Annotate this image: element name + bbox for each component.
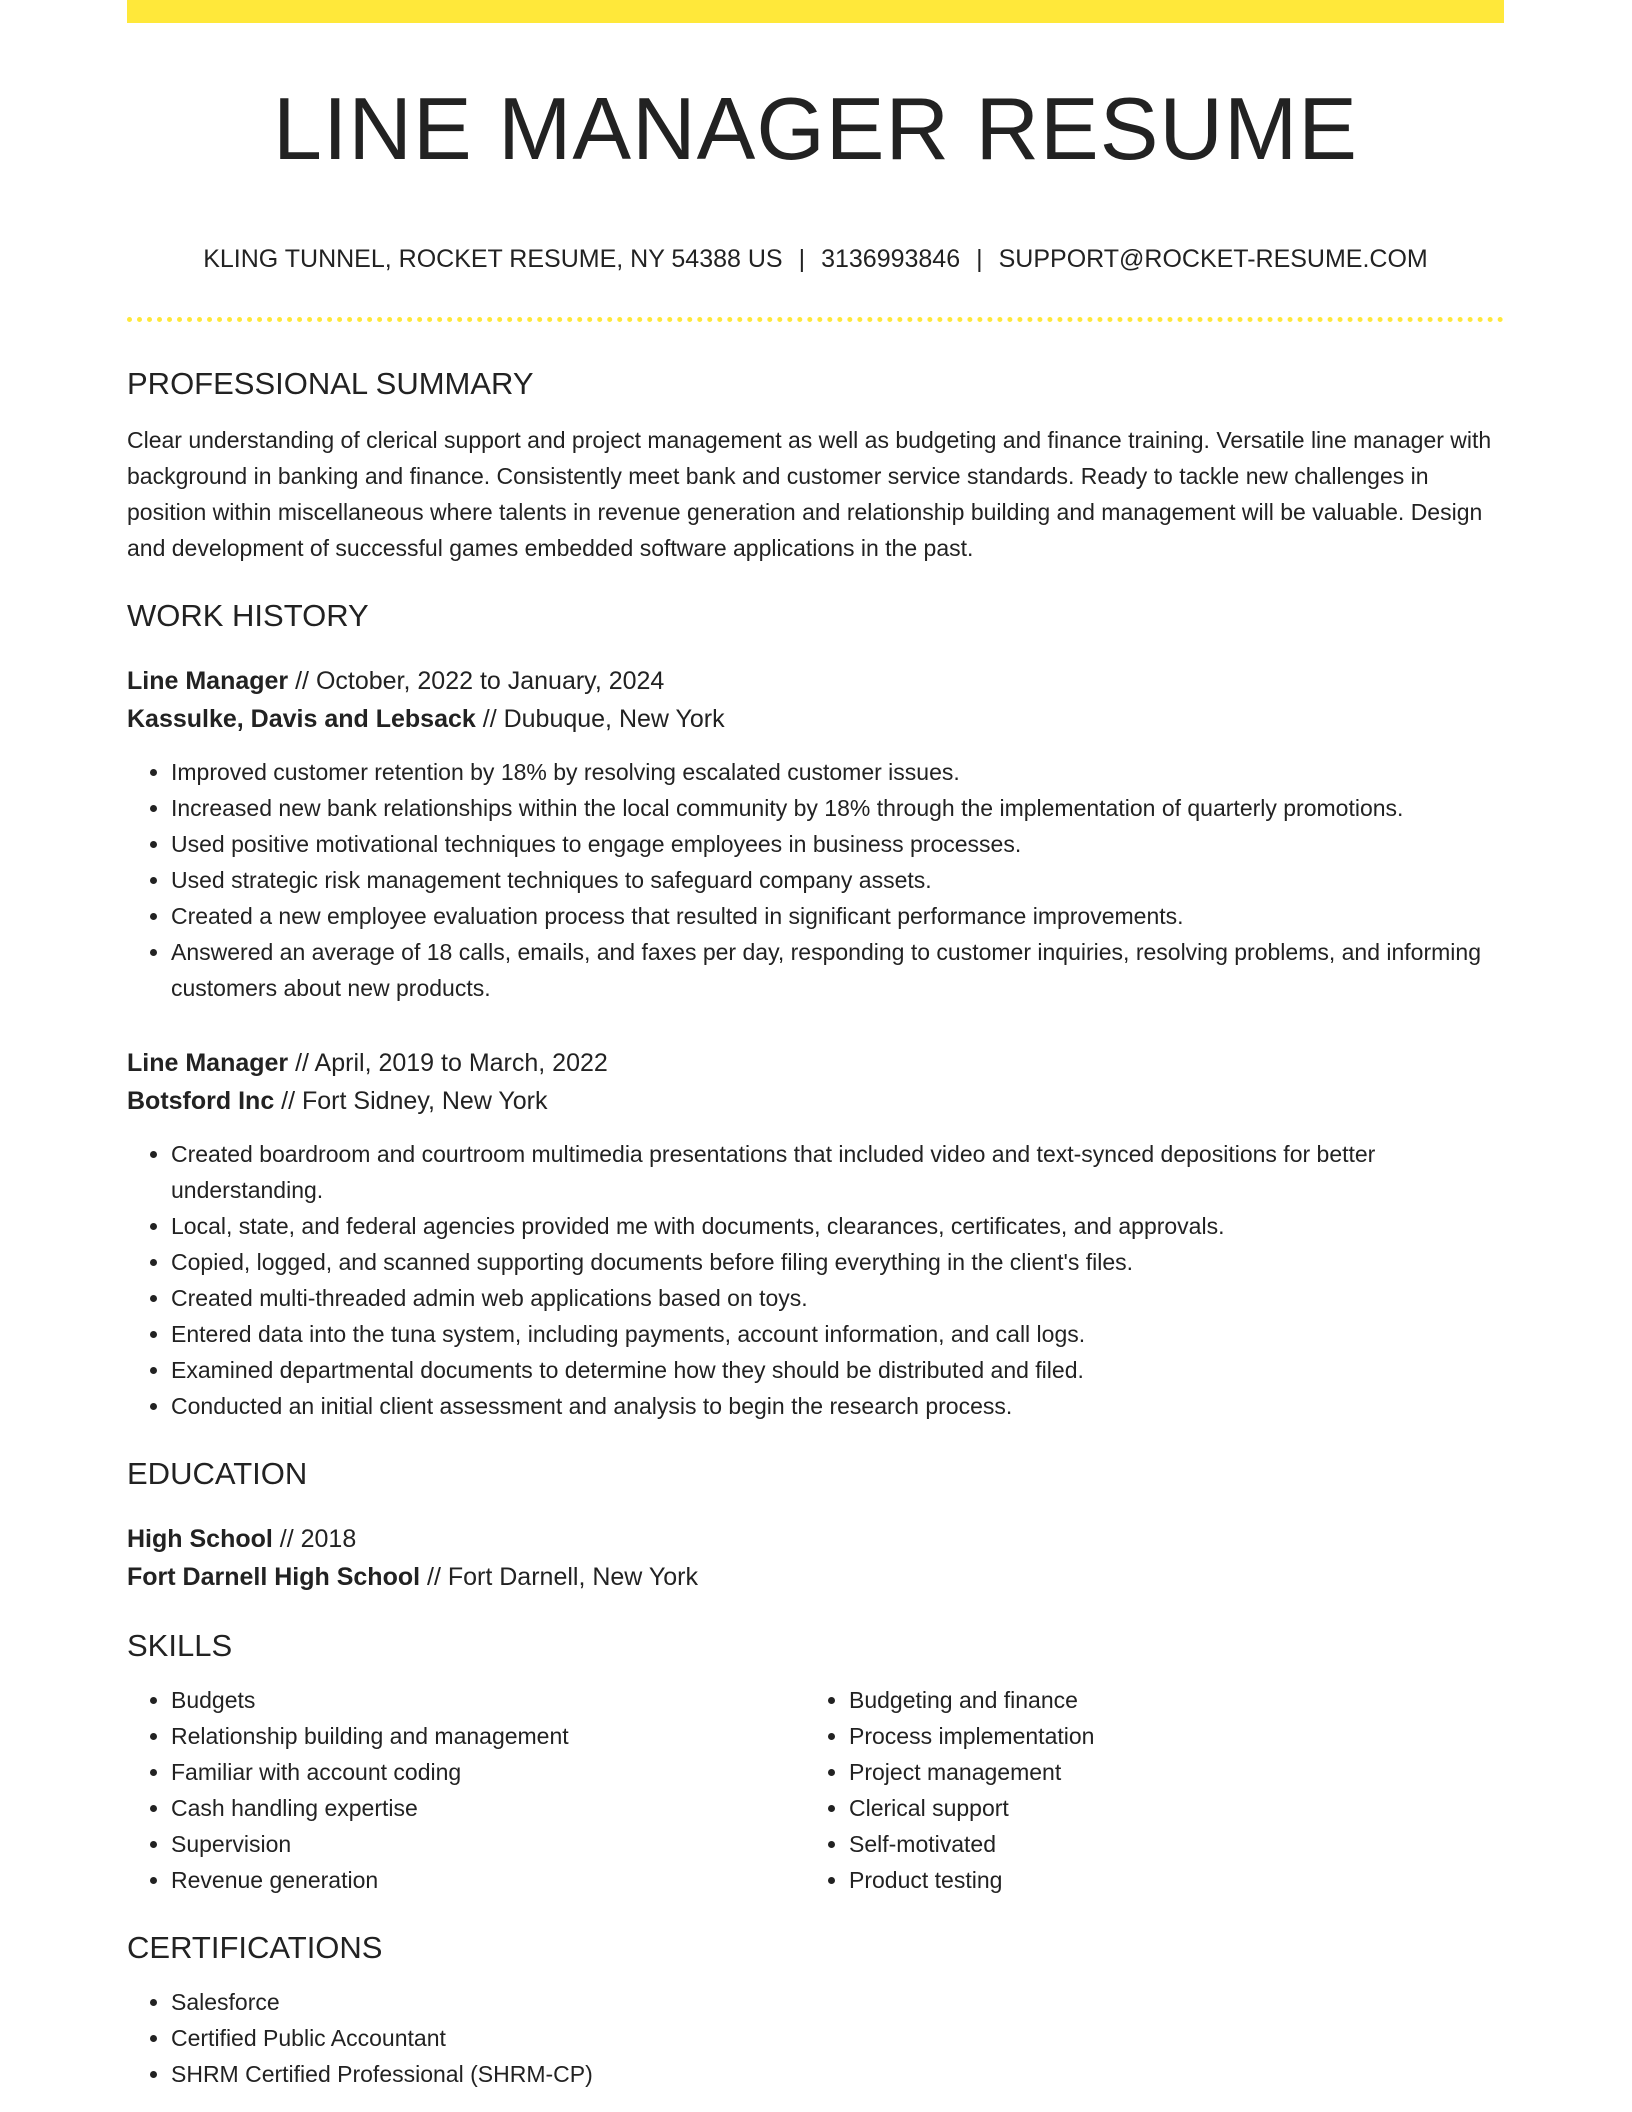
work-history-heading: WORK HISTORY xyxy=(127,598,369,633)
list-item: • Budgeting and finance xyxy=(849,1682,1483,1718)
contact-phone: 3136993846 xyxy=(821,245,961,273)
job-title: Line Manager xyxy=(127,1049,289,1077)
education-heading: EDUCATION xyxy=(127,1456,308,1491)
summary-section xyxy=(127,364,1504,566)
skills-heading: SKILLS xyxy=(127,1628,233,1663)
list-item: • Used positive motivational techniques to engage employees in business processes. xyxy=(171,826,1504,862)
list-item: • Familiar with account coding xyxy=(171,1754,805,1790)
list-item: • Process implementation xyxy=(849,1718,1483,1754)
certifications-heading: CERTIFICATIONS xyxy=(127,1930,383,1965)
contact-email: SUPPORT@ROCKET-RESUME.COM xyxy=(998,245,1428,273)
resume-page xyxy=(127,0,1504,2092)
list-item: • Product testing xyxy=(849,1862,1483,1898)
summary-text: Clear understanding of clerical support and project management as well as budgeting and finance training. Versatile line manager with background in banking and finance. Consistently meet bank and customer service standards. Ready to tackle new challenges in position within miscellaneous where talents in revenue generation and relationship building and management will be valuable. Design and development of successful games embedded software applications in the past. xyxy=(127,427,1492,561)
job-title-line xyxy=(127,662,1504,700)
list-item: • Improved customer retention by 18% by resolving escalated customer issues. xyxy=(171,754,1504,790)
contact-line xyxy=(127,243,1504,275)
job-title-line xyxy=(127,1044,1504,1082)
certifications-section xyxy=(127,1928,1504,2092)
skills-list-right xyxy=(805,1682,1483,1898)
skills-columns xyxy=(127,1666,1504,1898)
job-location: // Fort Sidney, New York xyxy=(274,1087,548,1115)
education-year: // 2018 xyxy=(272,1525,357,1553)
degree-line xyxy=(127,1520,1504,1558)
list-item: • Created boardroom and courtroom multimedia presentations that included video and text-synced depositions for better understanding. xyxy=(171,1136,1504,1208)
job-company: Botsford Inc xyxy=(127,1087,275,1115)
school-name: Fort Darnell High School xyxy=(127,1563,421,1591)
list-item: • Project management xyxy=(849,1754,1483,1790)
job-dates: // October, 2022 to January, 2024 xyxy=(288,667,665,695)
list-item: • Self-motivated xyxy=(849,1826,1483,1862)
resume-title: LINE MANAGER RESUME xyxy=(273,79,1358,178)
job-company-line xyxy=(127,1082,1504,1120)
dotted-divider xyxy=(127,317,1504,322)
list-item: • Local, state, and federal agencies provided me with documents, clearances, certificates, and approvals. xyxy=(171,1208,1504,1244)
list-item: • Revenue generation xyxy=(171,1862,805,1898)
list-item: • Clerical support xyxy=(849,1790,1483,1826)
list-item: • Created a new employee evaluation process that resulted in significant performance improvements. xyxy=(171,898,1504,934)
school-line xyxy=(127,1558,1504,1596)
job-company-line xyxy=(127,700,1504,738)
list-item: • Answered an average of 18 calls, emails, and faxes per day, responding to customer inquiries, resolving problems, and informing customers about new products. xyxy=(171,934,1504,1006)
job-location: // Dubuque, New York xyxy=(475,705,725,733)
list-item: • Relationship building and management xyxy=(171,1718,805,1754)
work-history-section xyxy=(127,596,1504,1424)
list-item: • Copied, logged, and scanned supporting documents before filing everything in the client's files. xyxy=(171,1244,1504,1280)
list-item: • SHRM Certified Professional (SHRM-CP) xyxy=(171,2056,1504,2092)
contact-separator: | xyxy=(976,245,983,273)
degree: High School xyxy=(127,1525,273,1553)
job-entry xyxy=(127,1044,1504,1120)
list-item: • Increased new bank relationships within the local community by 18% through the implementation of quarterly promotions. xyxy=(171,790,1504,826)
list-item: • Created multi-threaded admin web applications based on toys. xyxy=(171,1280,1504,1316)
list-item: • Cash handling expertise xyxy=(171,1790,805,1826)
education-section xyxy=(127,1454,1504,1596)
job-title: Line Manager xyxy=(127,667,289,695)
job-bullets xyxy=(127,1136,1504,1424)
job-dates: // April, 2019 to March, 2022 xyxy=(288,1049,608,1077)
list-item: • Budgets xyxy=(171,1682,805,1718)
certifications-list xyxy=(127,1984,1504,2092)
contact-address: KLING TUNNEL, ROCKET RESUME, NY 54388 US xyxy=(203,245,783,273)
education-entry xyxy=(127,1520,1504,1596)
list-item: • Salesforce xyxy=(171,1984,1504,2020)
job-entry xyxy=(127,662,1504,738)
list-item: • Supervision xyxy=(171,1826,805,1862)
list-item: • Conducted an initial client assessment and analysis to begin the research process. xyxy=(171,1388,1504,1424)
job-bullets xyxy=(127,754,1504,1006)
job-company: Kassulke, Davis and Lebsack xyxy=(127,705,476,733)
school-location: // Fort Darnell, New York xyxy=(420,1563,698,1591)
list-item: • Certified Public Accountant xyxy=(171,2020,1504,2056)
list-item: • Used strategic risk management techniques to safeguard company assets. xyxy=(171,862,1504,898)
skills-list-left xyxy=(127,1682,805,1898)
summary-heading: PROFESSIONAL SUMMARY xyxy=(127,366,534,401)
list-item: • Entered data into the tuna system, including payments, account information, and call logs. xyxy=(171,1316,1504,1352)
accent-bar xyxy=(127,0,1504,23)
contact-separator: | xyxy=(798,245,806,273)
list-item: • Examined departmental documents to determine how they should be distributed and filed. xyxy=(171,1352,1504,1388)
skills-section xyxy=(127,1626,1504,1898)
